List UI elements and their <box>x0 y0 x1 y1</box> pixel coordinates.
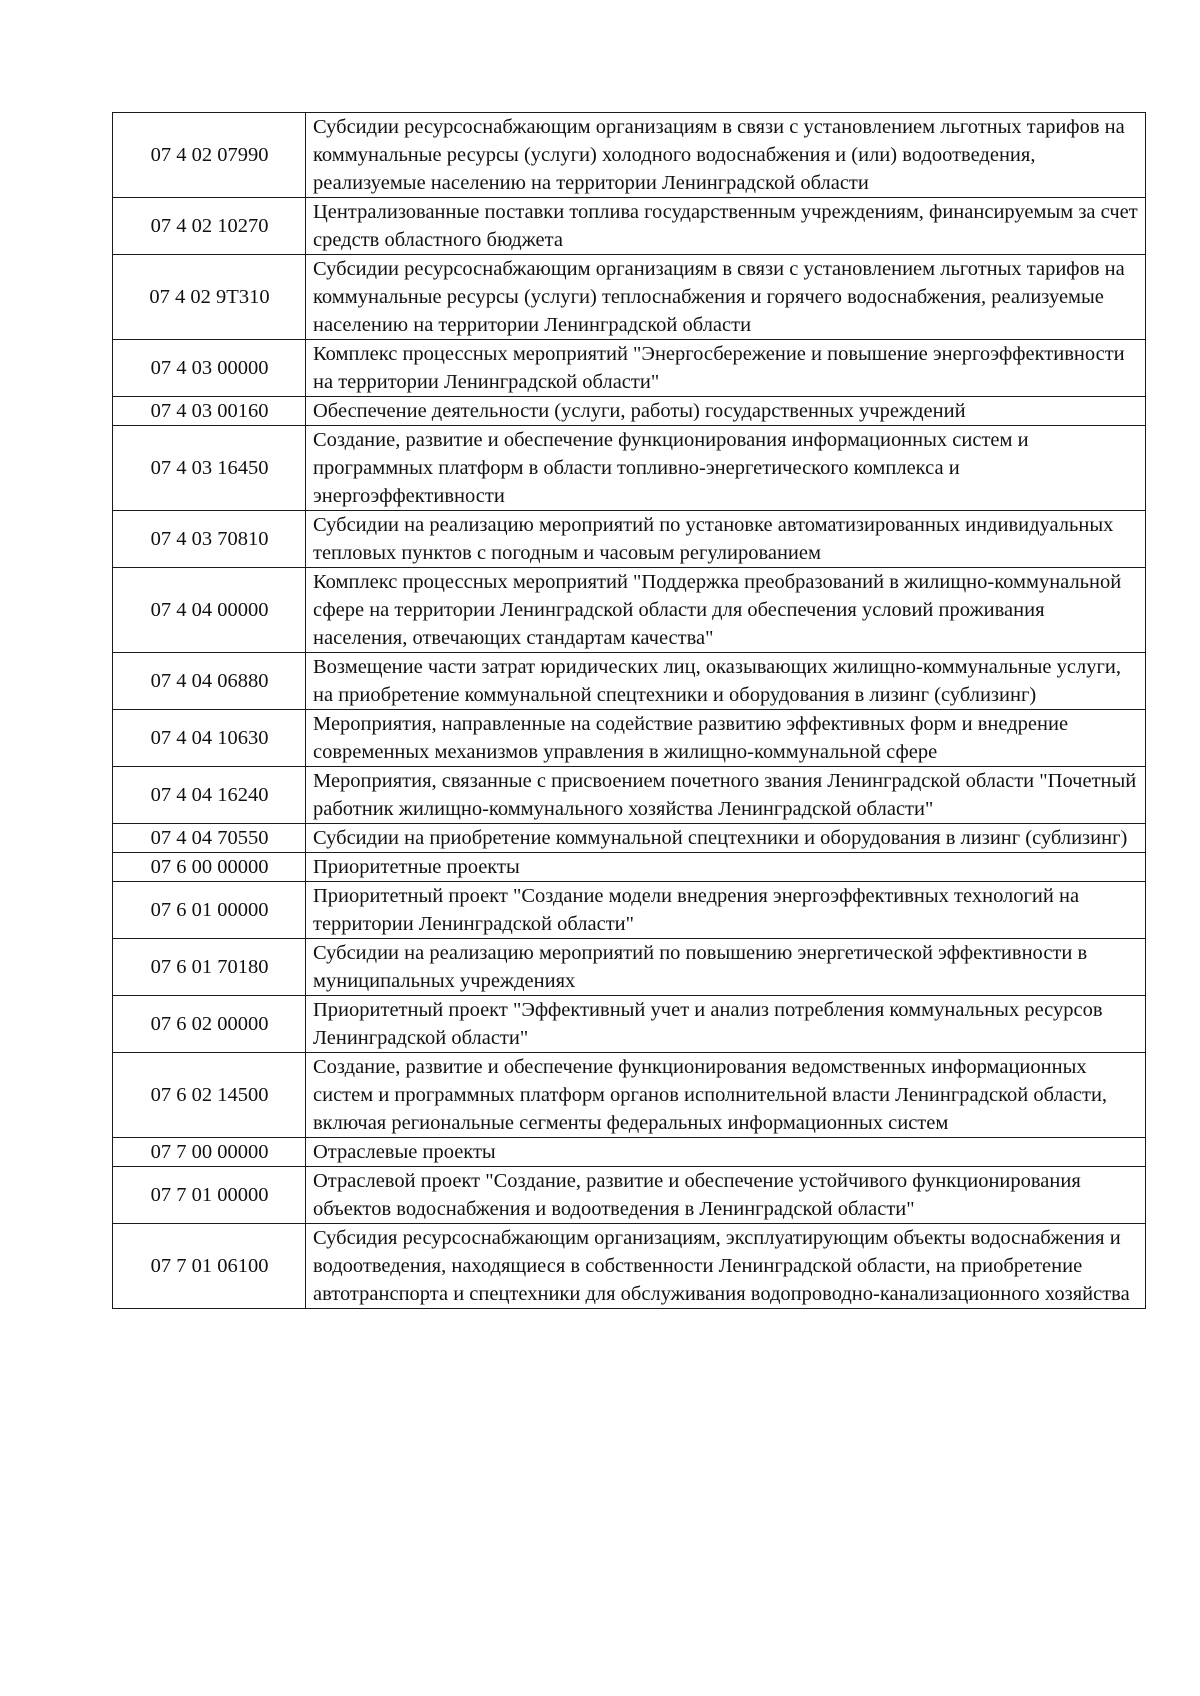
code-cell: 07 4 04 00000 <box>113 568 306 653</box>
description-cell: Субсидии на приобретение коммунальной спецтехники и оборудования в лизинг (сублизинг) <box>306 824 1146 853</box>
description-cell: Комплекс процессных мероприятий "Поддержка преобразований в жилищно-коммунальной сфере на территории Ленинградской области для обеспечения условий проживания населения, отвечающих стандартам качества" <box>306 568 1146 653</box>
description-cell: Субсидия ресурсоснабжающим организациям, эксплуатирующим объекты водоснабжения и водоотведения, находящиеся в собственности Ленинградской области, на приобретение автотранспорта и спецтехники для обслуживания водопроводно-канализационного хозяйства <box>306 1224 1146 1309</box>
table-row <box>113 426 1146 511</box>
table-row <box>113 511 1146 568</box>
code-cell: 07 4 04 10630 <box>113 710 306 767</box>
code-cell: 07 6 01 70180 <box>113 939 306 996</box>
code-cell: 07 6 02 14500 <box>113 1053 306 1138</box>
description-cell: Приоритетные проекты <box>306 853 1146 882</box>
table-row <box>113 340 1146 397</box>
code-cell: 07 4 02 9Т310 <box>113 255 306 340</box>
document-page <box>112 112 1146 1309</box>
description-cell: Возмещение части затрат юридических лиц, оказывающих жилищно-коммунальные услуги, на приобретение коммунальной спецтехники и оборудования в лизинг (сублизинг) <box>306 653 1146 710</box>
table-row <box>113 882 1146 939</box>
description-cell: Субсидии на реализацию мероприятий по установке автоматизированных индивидуальных тепловых пунктов с погодным и часовым регулированием <box>306 511 1146 568</box>
code-cell: 07 7 01 06100 <box>113 1224 306 1309</box>
table-row <box>113 1224 1146 1309</box>
table-row <box>113 824 1146 853</box>
table-row <box>113 653 1146 710</box>
table-row <box>113 767 1146 824</box>
table-row <box>113 996 1146 1053</box>
description-cell: Отраслевые проекты <box>306 1138 1146 1167</box>
description-cell: Мероприятия, направленные на содействие развитию эффективных форм и внедрение современных механизмов управления в жилищно-коммунальной сфере <box>306 710 1146 767</box>
table-row <box>113 1053 1146 1138</box>
table-row <box>113 939 1146 996</box>
table-row <box>113 710 1146 767</box>
description-cell: Комплекс процессных мероприятий "Энергосбережение и повышение энергоэффективности на территории Ленинградской области" <box>306 340 1146 397</box>
table-row <box>113 113 1146 198</box>
code-cell: 07 4 02 10270 <box>113 198 306 255</box>
description-cell: Субсидии ресурсоснабжающим организациям в связи с установлением льготных тарифов на коммунальные ресурсы (услуги) холодного водоснабжения и (или) водоотведения, реализуемые населению на территории Ленинградской области <box>306 113 1146 198</box>
code-cell: 07 6 02 00000 <box>113 996 306 1053</box>
description-cell: Создание, развитие и обеспечение функционирования ведомственных информационных систем и программных платформ органов исполнительной власти Ленинградской области, включая региональные сегменты федеральных информационных систем <box>306 1053 1146 1138</box>
table-row <box>113 853 1146 882</box>
code-cell: 07 4 04 16240 <box>113 767 306 824</box>
description-cell: Обеспечение деятельности (услуги, работы) государственных учреждений <box>306 397 1146 426</box>
description-cell: Создание, развитие и обеспечение функционирования информационных систем и программных платформ в области топливно-энергетического комплекса и энергоэффективности <box>306 426 1146 511</box>
code-cell: 07 4 03 00160 <box>113 397 306 426</box>
code-cell: 07 7 01 00000 <box>113 1167 306 1224</box>
code-cell: 07 7 00 00000 <box>113 1138 306 1167</box>
table-row <box>113 1167 1146 1224</box>
table-row <box>113 1138 1146 1167</box>
code-cell: 07 6 01 00000 <box>113 882 306 939</box>
description-cell: Приоритетный проект "Эффективный учет и анализ потребления коммунальных ресурсов Ленинградской области" <box>306 996 1146 1053</box>
code-cell: 07 4 03 16450 <box>113 426 306 511</box>
description-cell: Мероприятия, связанные с присвоением почетного звания Ленинградской области "Почетный работник жилищно-коммунального хозяйства Ленинградской области" <box>306 767 1146 824</box>
description-cell: Приоритетный проект "Создание модели внедрения энергоэффективных технологий на территории Ленинградской области" <box>306 882 1146 939</box>
table-row <box>113 255 1146 340</box>
code-cell: 07 4 02 07990 <box>113 113 306 198</box>
budget-code-table <box>112 112 1146 1309</box>
table-body <box>113 113 1146 1309</box>
table-row <box>113 397 1146 426</box>
description-cell: Отраслевой проект "Создание, развитие и обеспечение устойчивого функционирования объектов водоснабжения и водоотведения в Ленинградской области" <box>306 1167 1146 1224</box>
table-row <box>113 568 1146 653</box>
description-cell: Централизованные поставки топлива государственным учреждениям, финансируемым за счет средств областного бюджета <box>306 198 1146 255</box>
description-cell: Субсидии ресурсоснабжающим организациям в связи с установлением льготных тарифов на коммунальные ресурсы (услуги) теплоснабжения и горячего водоснабжения, реализуемые населению на территории Ленинградской области <box>306 255 1146 340</box>
code-cell: 07 4 04 06880 <box>113 653 306 710</box>
code-cell: 07 4 04 70550 <box>113 824 306 853</box>
description-cell: Субсидии на реализацию мероприятий по повышению энергетической эффективности в муниципальных учреждениях <box>306 939 1146 996</box>
code-cell: 07 4 03 00000 <box>113 340 306 397</box>
table-row <box>113 198 1146 255</box>
code-cell: 07 4 03 70810 <box>113 511 306 568</box>
code-cell: 07 6 00 00000 <box>113 853 306 882</box>
